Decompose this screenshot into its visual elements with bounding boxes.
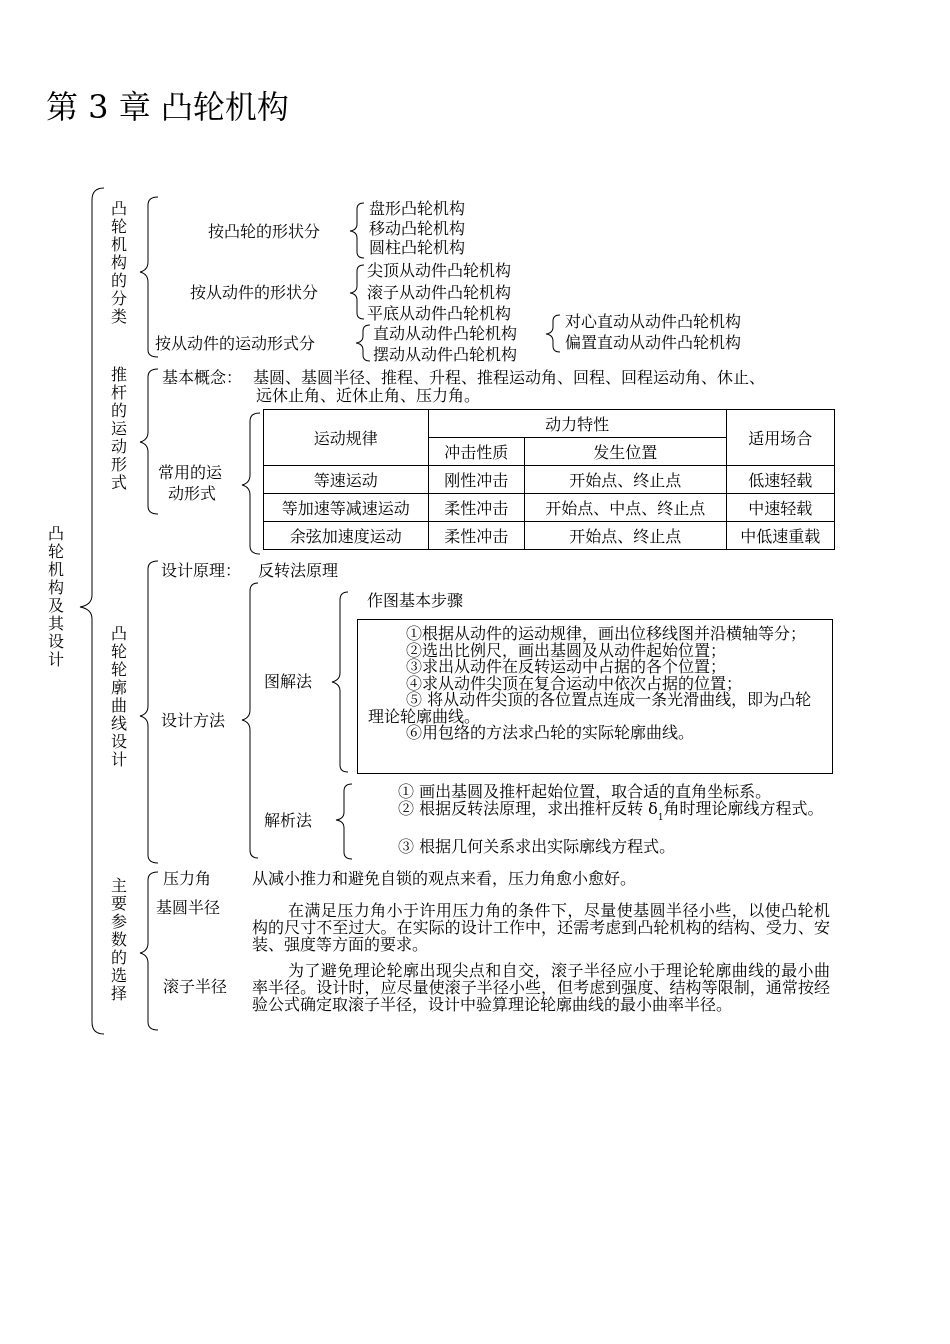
cell-law: 余弦加速度运动	[264, 522, 429, 550]
basic-concept-label: 基本概念：	[162, 368, 243, 387]
follower-shape-item: 滚子从动件凸轮机构	[367, 283, 512, 302]
analytic-step-text: 角时理论廓线方程式。	[663, 799, 824, 818]
cell-impact: 柔性冲击	[428, 494, 524, 522]
roller-radius-text: 为了避免理论轮廓出现尖点和自交，滚子半径应小于理论轮廓曲线的最小曲率半径。设计时，应尽量使滚子半径小些，但考虑到强度、结构等限制，通常按经验公式确定取滚子半径，设计中验算理论轮廓曲线的最小曲率半径。	[252, 961, 830, 1014]
cell-application: 低速轻载	[726, 466, 834, 494]
cell-impact: 柔性冲击	[428, 522, 524, 550]
header-law: 运动规律	[264, 410, 429, 466]
header-impact: 冲击性质	[428, 438, 524, 466]
cell-law: 等速运动	[264, 466, 429, 494]
base-radius-label: 基圆半径	[156, 898, 221, 917]
graphic-steps-box	[357, 619, 833, 774]
section-motion: 推杆的运动形式	[110, 365, 127, 492]
step-item: ①根据从动件的运动规律，画出位移线图并沿横轴等分；	[406, 624, 807, 643]
header-application: 适用场合	[726, 410, 834, 466]
follower-shape-item: 尖顶从动件凸轮机构	[367, 261, 512, 280]
pressure-angle-label: 压力角	[163, 869, 212, 888]
step-item: ②选出比例尺，画出基圆及从动件起始位置；	[406, 640, 727, 660]
basic-concept-text: 基圆、基圆半径、推程、升程、推程运动角、回程、回程运动角、休止、	[253, 368, 766, 387]
cell-position: 开始点、中点、终止点	[524, 494, 726, 522]
base-radius-text: 在满足压力角小于许用压力角的条件下，尽量使基圆半径小些，以使凸轮机构的尺寸不至过大。在实际的设计工作中，还需考虑到凸轮机构的结构、受力、安装、强度等方面的要求。	[252, 901, 830, 954]
page-title: 第 3 章 凸轮机构	[46, 88, 289, 126]
section-params: 主要参数的选择	[110, 876, 127, 1003]
cell-position: 开始点、终止点	[524, 522, 726, 550]
shape-item: 移动凸轮机构	[369, 219, 466, 238]
common-motion-label: 动形式	[168, 484, 217, 503]
cell-impact: 刚性冲击	[428, 466, 524, 494]
step-item: ⑥用包络的方法求凸轮的实际轮廓曲线。	[406, 723, 695, 742]
design-method-label: 设计方法	[161, 711, 226, 730]
motion-law-table	[263, 409, 835, 550]
step-item: ③求出从动件在反转运动中占据的各个位置；	[406, 657, 727, 676]
follower-motion-item: 直动从动件凸轮机构	[373, 324, 518, 343]
common-motion-label: 常用的运	[158, 463, 223, 482]
graphic-method-label: 图解法	[264, 672, 313, 691]
shape-item: 圆柱凸轮机构	[369, 238, 466, 257]
step-item: ④求从动件尖顶在复合运动中依次占据的位置；	[406, 673, 743, 693]
root-label: 凸轮机构及其设计	[47, 524, 64, 669]
follower-shape-item: 平底从动件凸轮机构	[367, 304, 512, 323]
translating-item: 对心直动从动件凸轮机构	[565, 312, 742, 331]
header-dynamic: 动力特性	[428, 410, 726, 438]
analytic-step: ③ 根据几何关系求出实际廓线方程式。	[398, 837, 676, 856]
design-principle-value: 反转法原理	[258, 561, 339, 580]
analytic-step	[360, 800, 830, 827]
cell-position: 开始点、终止点	[524, 466, 726, 494]
graphic-heading: 作图基本步骤	[367, 591, 464, 610]
translating-item: 偏置直动从动件凸轮机构	[565, 333, 742, 352]
table-row	[264, 522, 835, 550]
header-position: 发生位置	[524, 438, 726, 466]
design-principle-label: 设计原理：	[161, 561, 242, 580]
pressure-angle-text: 从减小推力和避免自锁的观点来看，压力角愈小愈好。	[252, 869, 637, 888]
delta-subscript: 1	[657, 813, 664, 823]
cell-application: 中低速重载	[726, 522, 834, 550]
by-follower-motion-label: 按从动件的运动形式分	[155, 334, 316, 353]
follower-motion-item: 摆动从动件凸轮机构	[373, 345, 518, 364]
cell-application: 中速轻载	[726, 494, 834, 522]
analytic-step: ① 画出基圆及推杆起始位置，取合适的直角坐标系。	[398, 782, 772, 801]
table-row	[264, 494, 835, 522]
cell-law: 等加速等减速运动	[264, 494, 429, 522]
basic-concept-text: 远休止角、近休止角、压力角。	[256, 386, 481, 405]
analytic-method-label: 解析法	[264, 811, 313, 830]
roller-radius-label: 滚子半径	[163, 977, 228, 996]
section-profile-design: 凸轮轮廓曲线设计	[110, 624, 127, 769]
by-shape-label: 按凸轮的形状分	[208, 222, 321, 241]
step-item: ⑤ 将从动件尖顶的各位置点连成一条光滑曲线，即为凸轮理论轮廓曲线。	[368, 690, 812, 726]
table-row	[264, 466, 835, 494]
section-classification: 凸轮机构的分类	[110, 199, 127, 326]
by-follower-shape-label: 按从动件的形状分	[190, 283, 319, 302]
analytic-step-text: ② 根据反转法原理，求出推杆反转 δ	[398, 799, 658, 818]
shape-item: 盘形凸轮机构	[369, 199, 466, 218]
